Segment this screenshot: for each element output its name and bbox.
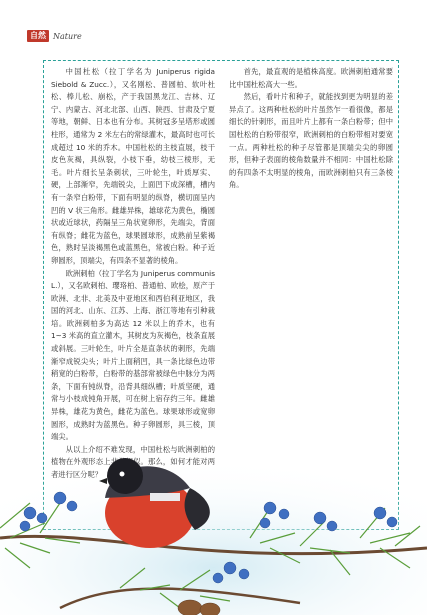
- paragraph: 欧洲刺柏（拉丁学名为 Juniperus communis L.），又名欧刺柏、璎珞柏、普通柏、欧桧，原产于欧洲、北非、北美及中亚地区和西伯利亚地区，我国的河北、山东、江苏、上海、浙江等地有引种栽培。欧洲刺柏多为高达 12 米以上的乔木，也有 1~3 米高的直立灌木，其树皮为灰褐色，枝条直展或斜展。三叶轮生，叶片全是直条状的刺形，先端渐窄成锐尖头；叶片上面稍凹，具一条比绿色边带稍宽的白粉带，白粉带的基部常被绿色中脉分为两条，下面有钝纵脊，沿背具细纵槽；叶质坚硬，通常与小枝成钝角开展，可在树上宿存约三年。雌雄异株，雄花为黄色，雌花为蓝色。球果球形或宽卵圆形，成熟时为蓝黑色。种子卵圆形，具三棱，顶端尖。: [51, 268, 215, 442]
- page-header: [27, 30, 82, 42]
- bird-juniper-illustration: [0, 418, 427, 615]
- section-badge: 自然: [27, 30, 49, 42]
- paragraph: 从以上介绍不难发现，中国杜松与欧洲刺柏的: [65, 444, 215, 454]
- paragraph: 然后，看叶片和种子，就能找到更为明显的差异点了。这两种杜松的叶片虽然乍一看很像，都是细长的针刺形，而且叶片上都有一条白粉带；但中国杜松的白粉带很窄，欧洲刺柏的白粉带相对要宽一点。两种杜松的种子尽管都是顶端尖尖的卵圆形，但种子表面的棱角数量并不相同：中国杜松除的有四条不太明显的棱角，而欧洲刺柏只有三条棱角。: [229, 92, 393, 190]
- paragraph: 中国杜松（拉丁学名为 Juniperus rigida Siebold & Zucc.），又名刚松、普圆柏、软叶杜松、棒儿松、崩松，产于我国黑龙江、吉林、辽宁、内蒙古、河北北部、山西、陕西、甘肃及宁夏等地，朝鲜、日本也有分布。其树冠多呈塔形或圆柱形，通常为 2 米左右的常绿灌木，最高时也可长成超过 10 米的乔木。中国杜松的主枝直展，枝干皮色灰褐，具纵裂，小枝下垂，幼枝三棱形，无毛。叶片细长呈条刺状，三叶轮生，叶质厚实、硬，上部渐窄，先端锐尖，上面凹下成深槽，槽内有一条窄白粉带，下面有明显的纵脊，横切面呈内凹的 V 状三角形。雌雄异株，雄球花为黄色，椭圆状或近球状，药隔呈三角状宽卵形，先端尖，背面有纵脊；雌花为蓝色，球果圆球形，成熟前呈紫褐色，熟时呈淡褐黑色或蓝黑色，常被白粉。种子近卵圆形，顶端尖，有四条不显著的棱角。: [51, 67, 215, 265]
- paragraph: 首先，最直观的是植株高度。欧洲刺柏通常要比中国杜松高大一些。: [229, 67, 393, 89]
- section-label-en: Nature: [53, 31, 82, 41]
